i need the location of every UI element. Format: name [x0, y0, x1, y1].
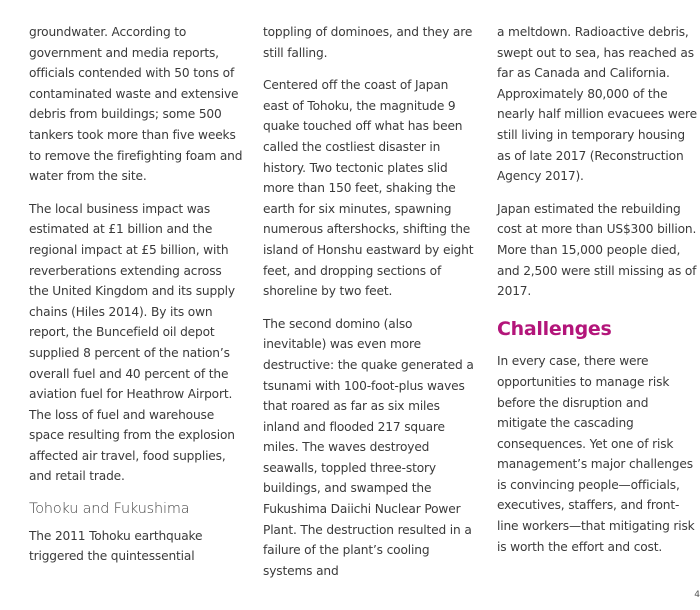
paragraph-rebuilding-cost: Japan estimated the rebuilding cost at more than US$300 billion. More than 15,000 people died, and 2,500 were still missing as of 2017. — [497, 201, 697, 299]
column-left — [29, 22, 243, 567]
paragraph-challenges: In every case, there were opportunities to manage risk before the disruption and mitigate the cascading consequences. Yet one of risk management’s major challenges is convincing people—officials, executives, staffers, and front-line workers—that mitigating risk is worth the effort and cost. — [497, 354, 695, 554]
paragraph-buncefield-impact: The local business impact was estimated at £1 billion and the regional impact at £5 billion, with reverberations extending across the United Kingdom and its supply chains (Hiles 2014). By its own report, the Buncefield oil depot supplied 8 percent of the nation’s overall fuel and 40 percent of the aviation fuel for Heathrow Airport. The loss of fuel and warehouse space resulting from the explosion affected air travel, food supplies, and retail trade. — [29, 201, 235, 484]
column-right — [497, 22, 697, 557]
paragraph-dominoes: toppling of dominoes, and they are still falling. — [263, 25, 473, 60]
page-number: 4 — [694, 590, 700, 600]
paragraph-tsunami: The second domino (also inevitable) was even more destructive: the quake generated a tsunami with 100-foot-plus waves that roared as far as six miles inland and flooded 217 square miles. The waves destroyed seawalls, toppled three-story buildings, and swamped the Fukushima Daiichi Nuclear Power Plant. The destruction resulted in a failure of the plant’s cooling systems and — [263, 316, 474, 578]
section-heading-challenges: Challenges — [497, 317, 612, 340]
column-middle — [263, 22, 475, 581]
paragraph-tohoku-intro: The 2011 Tohoku earthquake triggered the quintessential — [29, 528, 203, 564]
subheading-tohoku-fukushima: Tohoku and Fukushima — [29, 501, 190, 518]
paragraph-buncefield-cleanup: groundwater. According to government and media reports, officials contended with 50 tons of contaminated waste and extensive debris from buildings; some 500 tankers took more than five weeks to remove the firefighting foam and water from the site. — [29, 25, 243, 184]
paragraph-meltdown: a meltdown. Radioactive debris, swept out to sea, has reached as far as Canada and California. Approximately 80,000 of the nearly half million evacuees were still living in temporary housing as of late 2017 (Reconstruction Agency 2017). — [497, 25, 697, 184]
paragraph-quake: Centered off the coast of Japan east of Tohoku, the magnitude 9 quake touched off what has been called the costliest disaster in history. Two tectonic plates slid more than 150 feet, shaking the earth for six minutes, spawning numerous aftershocks, shifting the island of Honshu eastward by eight feet, and dropping sections of shoreline by two feet. — [263, 78, 474, 299]
